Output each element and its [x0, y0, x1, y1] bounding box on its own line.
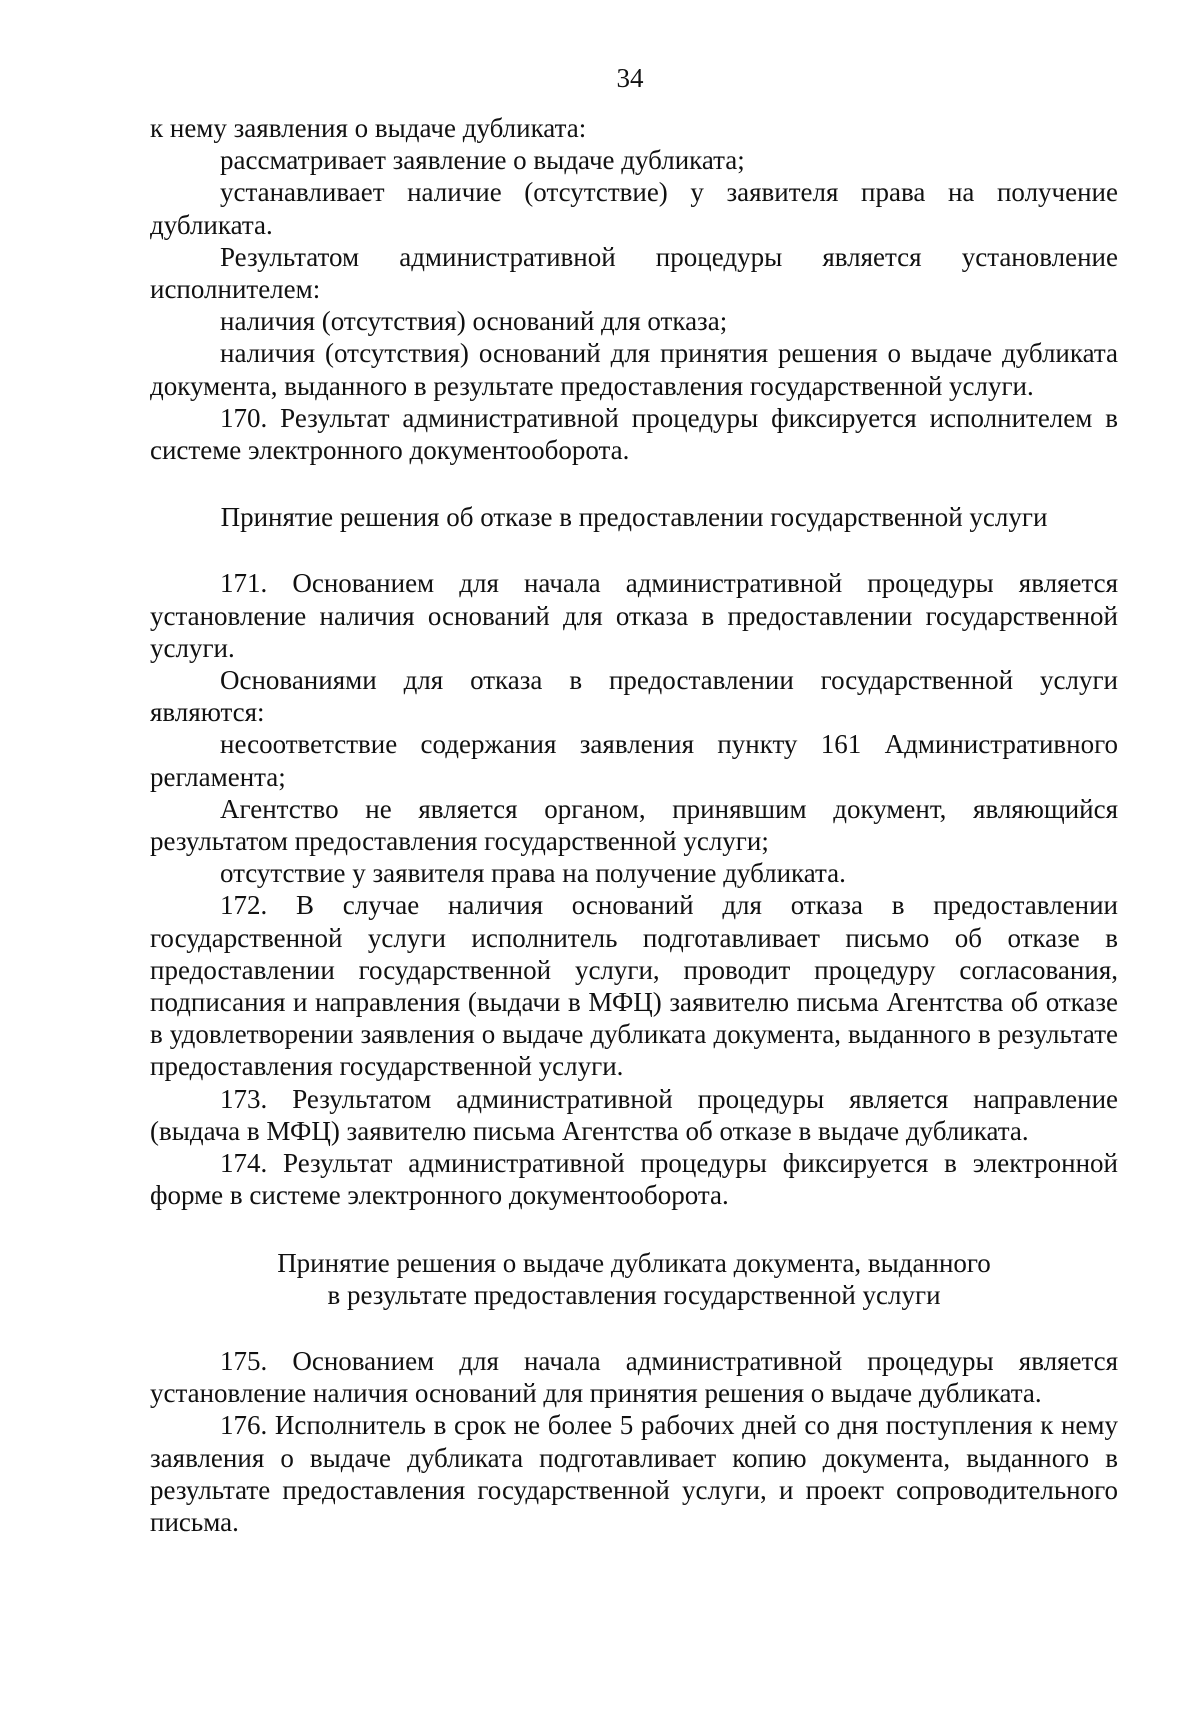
paragraph-174: 174. Результат административной процедуры фиксируется в электронной форме в системе электронного документооборота. [150, 1148, 1118, 1211]
paragraph-establish-right: устанавливает наличие (отсутствие) у заявителя права на получение дубликата. [150, 177, 1118, 240]
paragraph-ground-agency: Агентство не является органом, принявшим документ, являющийся результатом предоставления государственной услуги; [150, 793, 1118, 857]
page-number: 34 [616, 63, 644, 93]
paragraph-175: 175. Основанием для начала административной процедуры является установление наличия оснований для принятия решения о выдаче дубликата. [150, 1345, 1118, 1409]
section-heading-issuance [150, 1247, 1118, 1311]
section-heading-refusal: Принятие решения об отказе в предоставлении государственной услуги [220, 502, 1048, 533]
section-heading-issuance-line-1: Принятие решения о выдаче дубликата документа, выданного [277, 1247, 991, 1278]
paragraph-issuance-grounds: наличия (отсутствия) оснований для принятия решения о выдаче дубликата документа, выданного в результате предоставления государственной услуги. [150, 338, 1118, 401]
paragraph-170: 170. Результат административной процедуры фиксируется исполнителем в системе электронного документооборота. [150, 402, 1118, 466]
section-heading-issuance-line-2: в результате предоставления государственной услуги [327, 1279, 941, 1310]
paragraph-continuation: к нему заявления о выдаче дубликата: [150, 113, 587, 143]
paragraph-172: 172. В случае наличия оснований для отказа в предоставлении государственной услуги исполнитель подготавливает письмо об отказе в предоставлении государственной услуги, проводит процедуру согласования, подписания и направления (выдачи в МФЦ) заявителю письма Агентства об отказе в удовлетворении заявления о выдаче дубликата документа, выданного в результате предоставления государственной услуги. [150, 890, 1118, 1082]
paragraph-refusal-grounds-list: Основаниями для отказа в предоставлении государственной услуги являются: [150, 665, 1118, 728]
paragraph-173: 173. Результатом административной процедуры является направление (выдача в МФЦ) заявителю письма Агентства об отказе в выдаче дубликата. [150, 1083, 1118, 1146]
paragraph-review-application: рассматривает заявление о выдаче дубликата; [220, 145, 745, 176]
paragraph-procedure-result: Результатом административной процедуры является установление исполнителем: [150, 241, 1118, 305]
paragraph-refusal-grounds: наличия (отсутствия) оснований для отказа; [220, 306, 728, 337]
paragraph-ground-mismatch: несоответствие содержания заявления пункту 161 Административного регламента; [150, 729, 1118, 792]
document-body [150, 112, 1118, 1538]
paragraph-171: 171. Основанием для начала административной процедуры является установление наличия оснований для отказа в предоставлении государственной услуги. [150, 568, 1118, 663]
paragraph-ground-no-right: отсутствие у заявителя права на получение дубликата. [220, 858, 846, 889]
paragraph-176: 176. Исполнитель в срок не более 5 рабочих дней со дня поступления к нему заявления о выдаче дубликата подготавливает копию документа, выданного в результате предоставления государственной услуги, и проект сопроводительного письма. [150, 1410, 1118, 1537]
